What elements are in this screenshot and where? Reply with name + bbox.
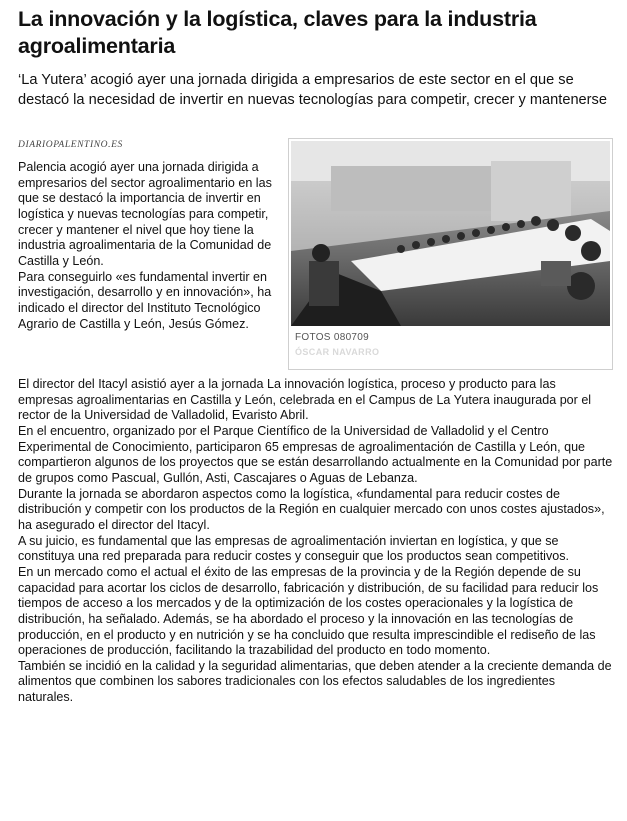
source-label: DIARIOPALENTINO.ES [18,140,123,150]
photo-credit: ÓSCAR NAVARRO [295,347,380,357]
lead-text [18,160,286,332]
body-paragraph: También se incidió en la calidad y la seguridad alimentarias, que deben atender a la creciente demanda de alimentos que combinen los sabores tradicionales con los efectos saludables de los ingredientes naturales. [18,658,612,705]
conference-photo [291,141,610,326]
body-paragraph: El director del Itacyl asistió ayer a la jornada La innovación logística, proceso y producto para las empresas agroalimentarias en Castilla y León, celebrada en el Campus de La Yutera inaugurada por el rector de la Universidad de Valladolid, Evaristo Abril. [18,377,592,423]
body-paragraph: En un mercado como el actual el éxito de las empresas de la provincia y de la Región depende de su capacidad para acortar los ciclos de desarrollo, fabricación y distribución, de su facilidad para reducir los tiempos de acceso a los mercados y de la optimización de los costes operacionales y la logística de distribución, ha señalado. Además, se ha abordado el proceso y la innovación en las tecnologías de producción, en el producto y en nutrición y se ha concluido que resulta imprescindible el rediseño de las operaciones de producción, facilitando la trazabilidad del producto en todo momento. [18,564,599,658]
body-paragraph: Durante la jornada se abordaron aspectos como la logística, «fundamental para reducir costes de distribución y competir con los productos de la Región en cualquier mercado con unos costes ajustados», ha asegurado el director del Itacyl. [18,486,605,532]
lead-paragraph: Palencia acogió ayer una jornada dirigida a empresarios del sector agroalimentario en las que se destacó la importancia de invertir en logística y nuevas tecnologías para competir, crecer y mantener el nivel que hoy tiene la industria agroalimentaria de la Comunidad de Castilla y León. [18,160,272,268]
body-text [18,377,613,706]
article-headline: La innovación y la logística, claves para la industria agroalimentaria [18,7,537,58]
body-paragraph: A su juicio, es fundamental que las empresas de agroalimentación inviertan en logística, y que se constituya una red preparada para reducir costes y conseguir que los productos sean competitivos. [18,533,569,564]
article-subhead: ‘La Yutera’ acogió ayer una jornada dirigida a empresarios de este sector en el que se destacó la necesidad de invertir en nuevas tecnologías para competir, crecer y mantenerse [18,72,607,108]
photo-box [288,138,613,370]
photo-caption: FOTOS 080709 [295,332,370,343]
lead-paragraph: Para conseguirlo «es fundamental invertir en investigación, desarrollo y en innovación», ha indicado el director del Instituto Tecnológico Agrario de Castilla y León, Jesús Gómez. [18,269,272,331]
body-paragraph: En el encuentro, organizado por el Parque Científico de la Universidad de Valladolid y el Centro Experimental de Conocimiento, participaron 65 empresas de agroalimentación de Castilla y León, que compartieron algunos de los proyectos que se están desarrollando actualmente en la Comunidad por parte de grupos como Pascual, Gullón, Asti, Cascajares o Aguas de Lebanza. [18,423,613,485]
